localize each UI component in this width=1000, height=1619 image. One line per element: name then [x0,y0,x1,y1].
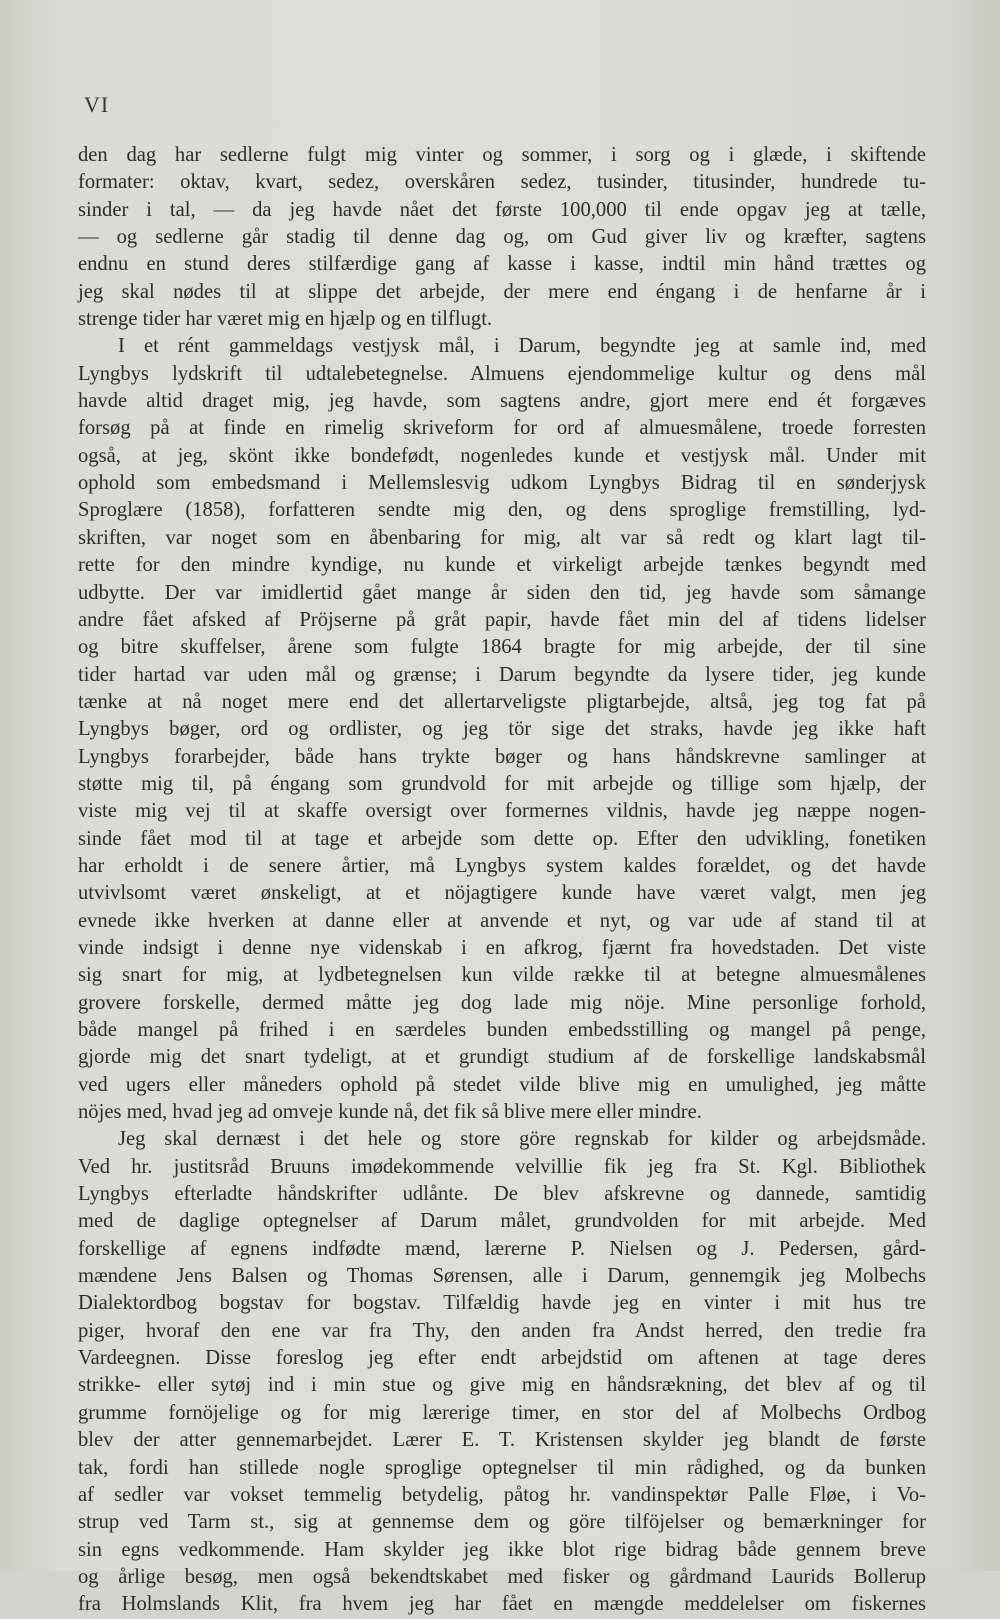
text-line: gjorde mig det snart tydeligt, at et grundigt studium af de forskellige landskabsmål [78,1046,926,1069]
text-line: Vardeegnen. Disse foreslog jeg efter endt arbejdstid om aftenen at tage deres [78,1347,926,1370]
text-line: sin egns vedkommende. Ham skylder jeg ikke blot rige bidrag både gennem breve [78,1538,926,1561]
text-line: strenge tider har været mig en hjælp og en tilflugt. [78,308,493,331]
text-line: støtte mig til, på éngang som grundvold for mit arbejde og tillige som hjælp, der [78,772,926,795]
text-line: Ved hr. justitsråd Bruuns imødekommende velvillie fik jeg fra St. Kgl. Bibliothek [78,1155,926,1178]
text-line: tider hartad var uden mål og grænse; i Darum begyndte da lysere tider, jeg kunde [78,663,926,686]
text-line: sig snart for mig, at lydbetegnelsen kun vilde række til at betegne almuesmålenes [78,964,926,987]
text-line: med de daglige optegnelser af Darum målet, grundvolden for mit arbejde. Med [78,1210,926,1233]
text-line: forsøg på at finde en rimelig skriveform for ord af almuesmålene, troede forresten [78,417,926,440]
text-line: evnede ikke hverken at danne eller at anvende et nyt, og var ude af stand til at [78,909,926,932]
text-line: blev der atter gennemarbejdet. Lærer E. T. Kristensen skylder jeg blandt de første [78,1429,926,1452]
text-line: også, at jeg, skönt ikke bondefødt, nogenledes kunde et vestjysk mål. Under mit [78,444,926,467]
text-line: ved ugers eller måneders ophold på stedet vilde blive mig en umulighed, jeg måtte [78,1073,926,1096]
text-line: — og sedlerne går stadig til denne dag og, om Gud giver liv og kræfter, sagtens [78,226,926,249]
text-line: jeg skal nødes til at slippe det arbejde, der mere end éngang i de henfarne år i [78,280,926,303]
text-line: fra Holmslands Klit, fra hvem jeg har fået en mængde meddelelser om fiskernes [78,1593,926,1616]
text-line: rette for den mindre kyndige, nu kunde et virkeligt arbejde tænkes begyndt med [78,554,926,577]
text-line: forskellige af egnens indfødte mænd, lærerne P. Nielsen og J. Pedersen, gård- [78,1237,926,1260]
text-line: vinde indsigt i denne nye videnskab i en afkrog, fjærnt fra hovedstaden. Det viste [78,936,926,959]
text-line: grumme fornöjelige og for mig lærerige timer, en stor del af Molbechs Ordbog [78,1401,926,1424]
body-text [78,142,926,1619]
text-line: Sproglære (1858), forfatteren sendte mig den, og dens sproglige fremstilling, lyd- [78,499,926,522]
text-line: formater: oktav, kvart, sedez, overskåren sedez, tusinder, titusinder, hundrede tu- [78,171,926,194]
text-line: Lyngbys lydskrift til udtalebetegnelse. Almuens ejendommelige kultur og dens mål [78,362,926,385]
text-line: har erholdt i de senere årtier, må Lyngbys system kaldes forældet, og det havde [78,854,926,877]
text-line: I et rént gammeldags vestjysk mål, i Darum, begyndte jeg at samle ind, med [118,335,926,358]
text-line: sinder i tal, — da jeg havde nået det første 100,000 til ende opgav jeg at tælle, [78,198,926,221]
text-line: nöjes med, hvad jeg ad omveje kunde nå, det fik så blive mere eller mindre. [78,1101,702,1124]
text-line: viste mig vej til at skaffe oversigt over formernes vildnis, havde jeg næppe nogen- [78,800,926,823]
text-line: Lyngbys efterladte håndskrifter udlånte. De blev afskrevne og dannede, samtidig [78,1183,926,1206]
text-line: strup ved Tarm st., sig at gennemse dem og göre tilföjelser og bemærkninger for [78,1511,926,1534]
text-line: skriften, var noget som en åbenbaring for mig, alt var så redt og klart lagt til- [78,526,926,549]
text-line: strikke- eller sytøj ind i min stue og give mig en håndsrækning, det blev af og til [78,1374,926,1397]
text-line: Lyngbys bøger, ord og ordlister, og jeg tör sige det straks, havde jeg ikke haft [78,718,926,741]
text-line: og bitre skuffelser, årene som fulgte 1864 bragte for mig arbejde, der til sine [78,636,926,659]
text-line: tak, fordi han stillede nogle sproglige optegnelser til min rådighed, og da bunken [78,1456,926,1479]
page-number: VI [84,92,110,117]
text-line: piger, hvoraf den ene var fra Thy, den anden fra Andst herred, den tredie fra [78,1319,926,1342]
text-line: både mangel på frihed i en særdeles bunden embedsstilling og mangel på penge, [78,1019,926,1041]
text-line: andre fået afsked af Pröjserne på gråt papir, havde fået min del af tidens lidelser [78,608,926,631]
text-line: Dialektordbog bogstav for bogstav. Tilfældig havde jeg en vinter i mit hus tre [78,1292,926,1315]
text-line: havde altid draget mig, jeg havde, som sagtens andre, gjort mere end ét forgæves [78,390,926,413]
text-line: utvivlsomt været ønskeligt, at et nöjagtigere kunde have været valgt, men jeg [78,882,926,905]
text-line: grovere forskelle, dermed måtte jeg dog lade mig nöje. Mine personlige forhold, [78,991,926,1014]
text-line: ophold som embedsmand i Mellemslesvig udkom Lyngbys Bidrag til en sønderjysk [78,472,926,495]
text-line: sinde fået mod til at tage et arbejde som dette op. Efter den udvikling, fonetiken [78,827,926,850]
text-line: endnu en stund deres stilfærdige gang af kasse i kasse, indtil min hånd trættes og [78,253,926,276]
text-line: den dag har sedlerne fulgt mig vinter og sommer, i sorg og i glæde, i skiftende [78,144,926,166]
text-line: tænke at nå noget mere end det allertarveligste pligtarbejde, altså, jeg tog fat på [78,690,926,713]
text-line: Jeg skal dernæst i det hele og store göre regnskab for kilder og arbejdsmåde. [118,1128,926,1151]
text-line: af sedler var vokset temmelig betydelig, påtog hr. vandinspektør Palle Fløe, i Vo- [78,1483,926,1506]
text-line: mændene Jens Balsen og Thomas Sørensen, alle i Darum, gennemgik jeg Molbechs [78,1265,926,1288]
text-line: Lyngbys forarbejder, både hans trykte bøger og hans håndskrevne samlinger at [78,745,926,768]
text-line: udbytte. Der var imidlertid gået mange år siden den tid, jeg havde som såmange [78,581,926,604]
text-line: og årlige besøg, men også bekendtskabet med fisker og gårdmand Laurids Bollerup [78,1565,926,1588]
